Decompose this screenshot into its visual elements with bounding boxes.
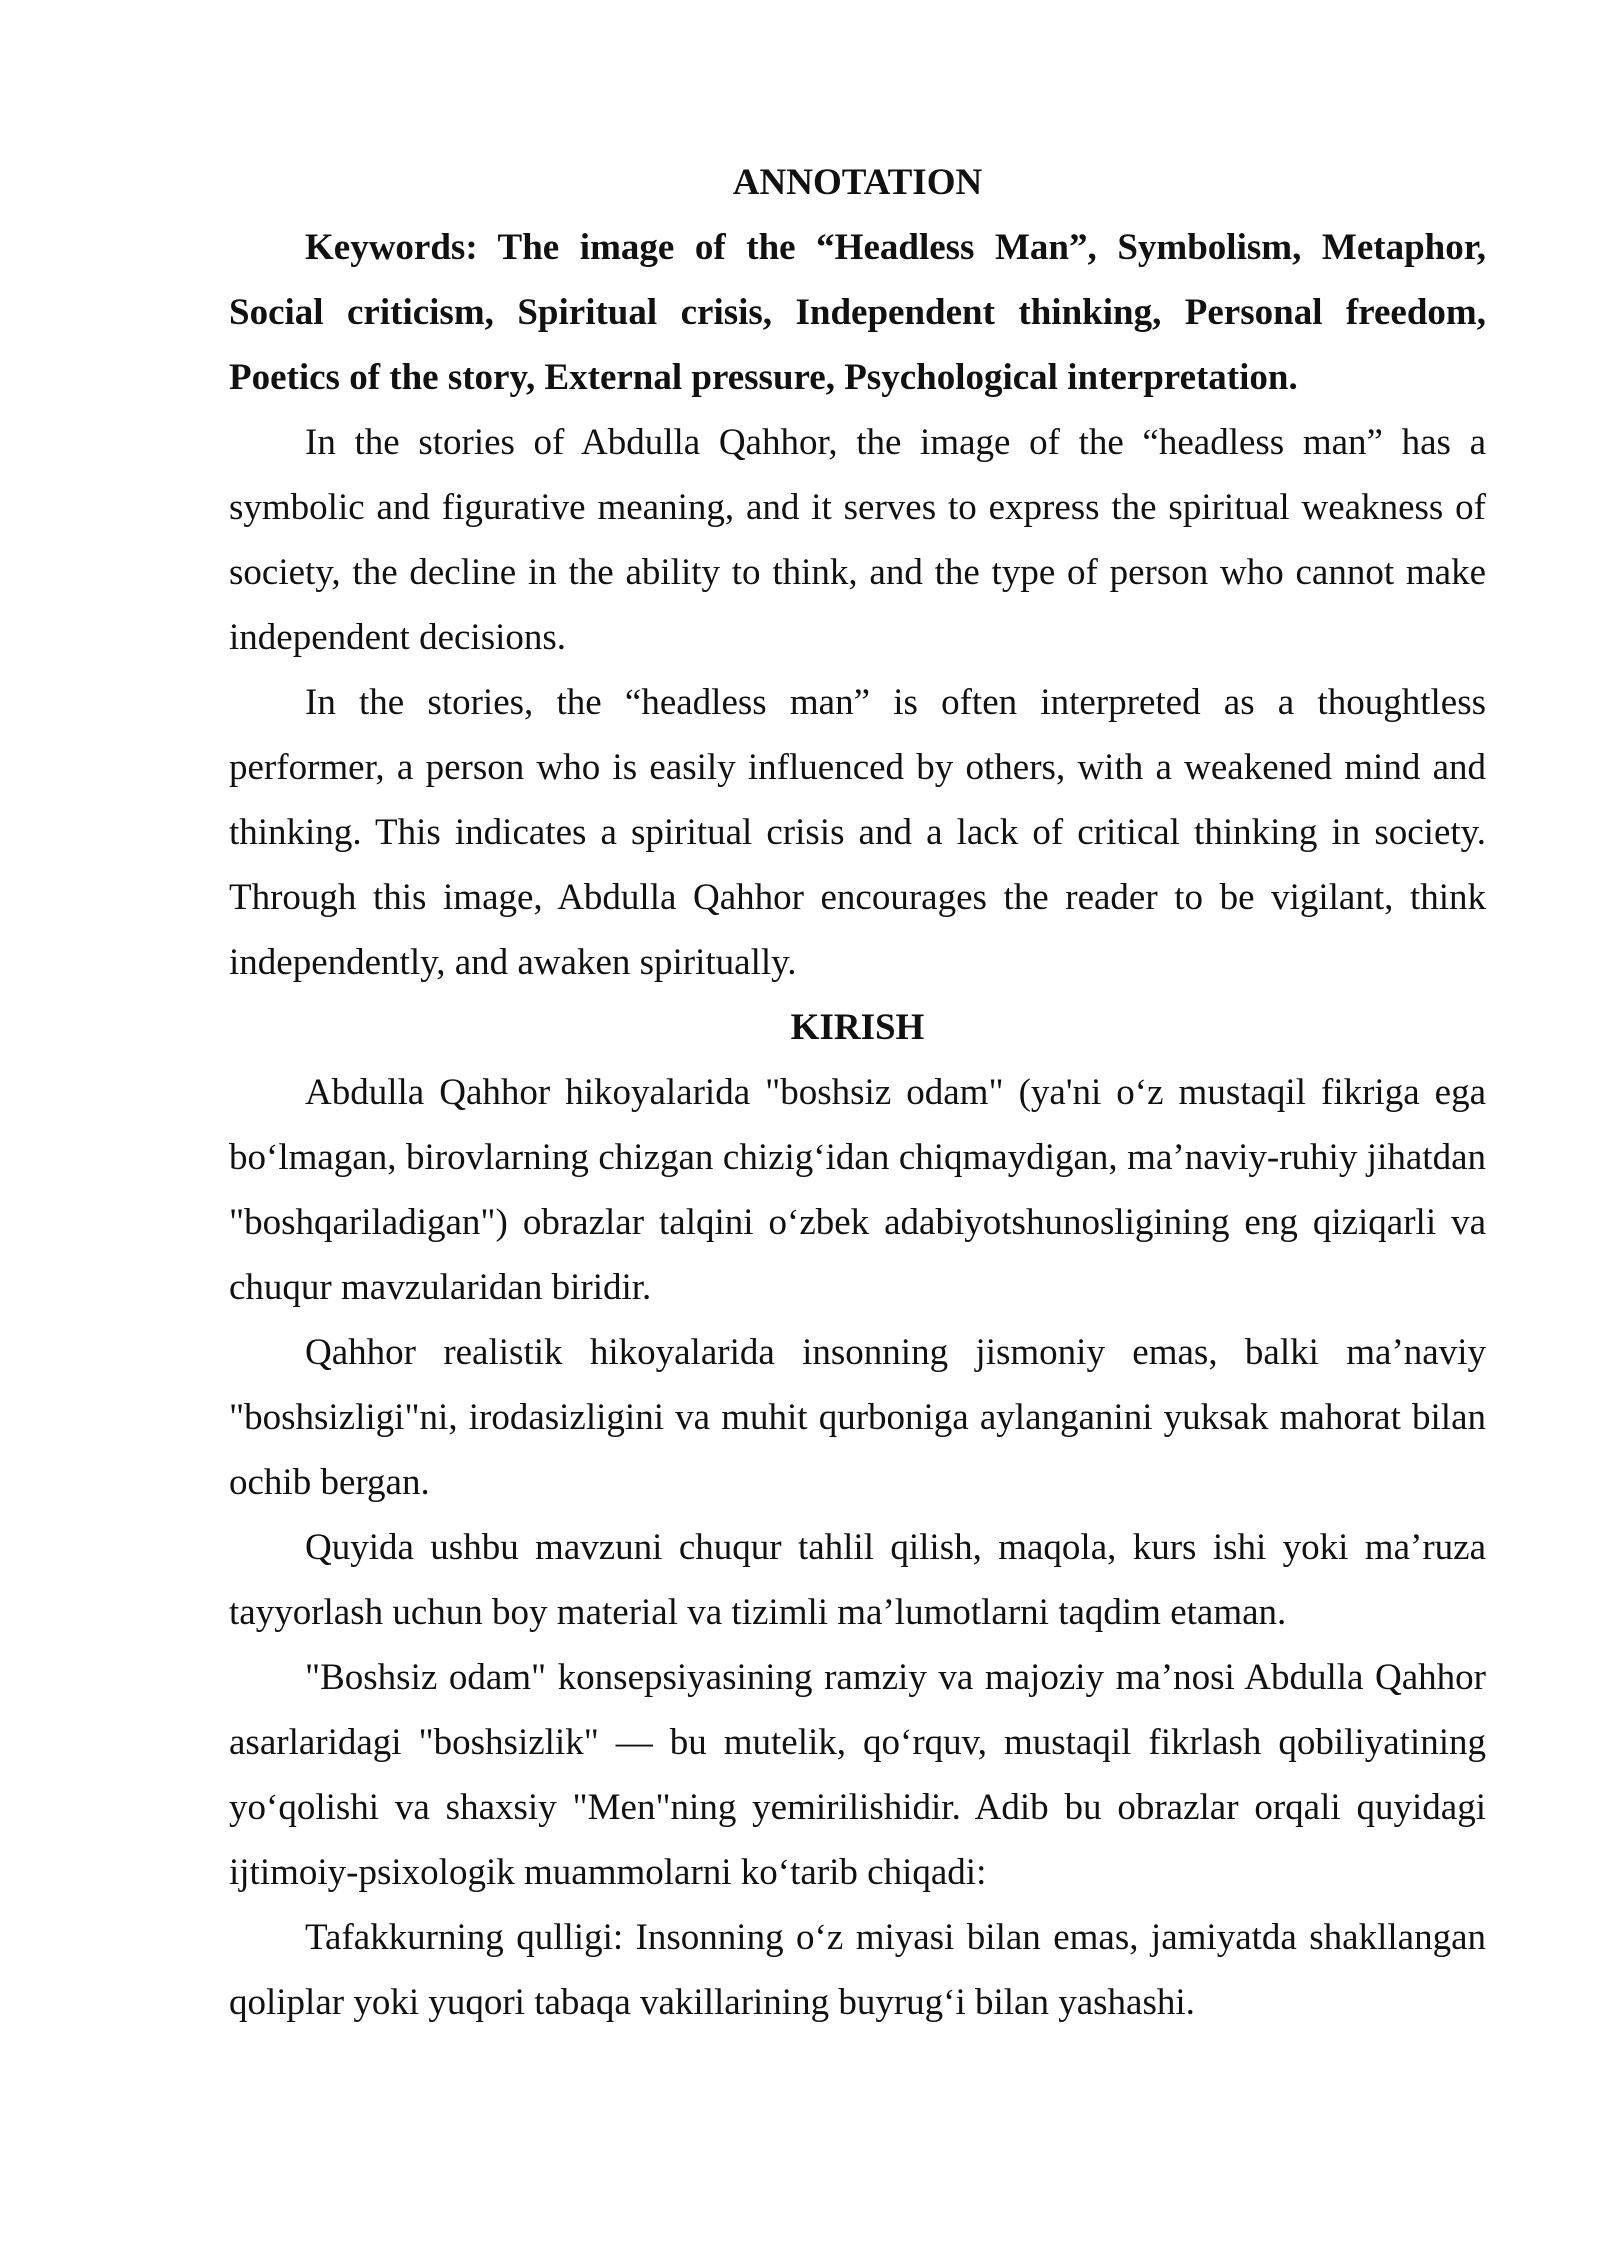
annotation-heading: ANNOTATION [732, 162, 983, 203]
document-page [229, 150, 1486, 2035]
intro-paragraph-1: Abdulla Qahhor hikoyalarida "boshsiz odam" (ya'ni o‘z mustaqil fikriga ega bo‘lmagan, birovlarning chizgan chizig‘idan chiqmaydigan, ma’naviy-ruhiy jihatdan "boshqariladigan") obrazlar talqini o‘zbek adabiyotshunosligining eng qiziqarli va chuqur mavzularidan biridir. [229, 1072, 1486, 1308]
intro-heading: KIRISH [790, 1007, 925, 1048]
intro-paragraph-5: Tafakkurning qulligi: Insonning o‘z miyasi bilan emas, jamiyatda shakllangan qoliplar yoki yuqori tabaqa vakillarining buyrug‘i bilan yashashi. [229, 1917, 1486, 2023]
annotation-paragraph-2: In the stories, the “headless man” is often interpreted as a thoughtless performer, a person who is easily influenced by others, with a weakened mind and thinking. This indicates a spiritual crisis and a lack of critical thinking in society. Through this image, Abdulla Qahhor encourages the reader to be vigilant, think independently, and awaken spiritually. [229, 682, 1486, 983]
annotation-paragraph-1: In the stories of Abdulla Qahhor, the image of the “headless man” has a symbolic and figurative meaning, and it serves to express the spiritual weakness of society, the decline in the ability to think, and the type of person who cannot make independent decisions. [229, 422, 1486, 658]
intro-paragraph-4: "Boshsiz odam" konsepsiyasining ramziy va majoziy ma’nosi Abdulla Qahhor asarlaridagi "boshsizlik" — bu mutelik, qo‘rquv, mustaqil fikrlash qobiliyatining yo‘qolishi va shaxsiy "Men"ning yemirilishidir. Adib bu obrazlar orqali quyidagi ijtimoiy-psixologik muammolarni ko‘tarib chiqadi: [229, 1657, 1486, 1893]
keywords-paragraph: Keywords: The image of the “Headless Man”, Symbolism, Metaphor, Social criticism, Spiritual crisis, Independent thinking, Personal freedom, Poetics of the story, External pressure, Psychological interpretation. [229, 227, 1486, 398]
intro-paragraph-2: Qahhor realistik hikoyalarida insonning jismoniy emas, balki ma’naviy "boshsizligi"ni, irodasizligini va muhit qurboniga aylanganini yuksak mahorat bilan ochib bergan. [229, 1332, 1486, 1503]
intro-paragraph-3: Quyida ushbu mavzuni chuqur tahlil qilish, maqola, kurs ishi yoki ma’ruza tayyorlash uchun boy material va tizimli ma’lumotlarni taqdim etaman. [229, 1527, 1486, 1633]
